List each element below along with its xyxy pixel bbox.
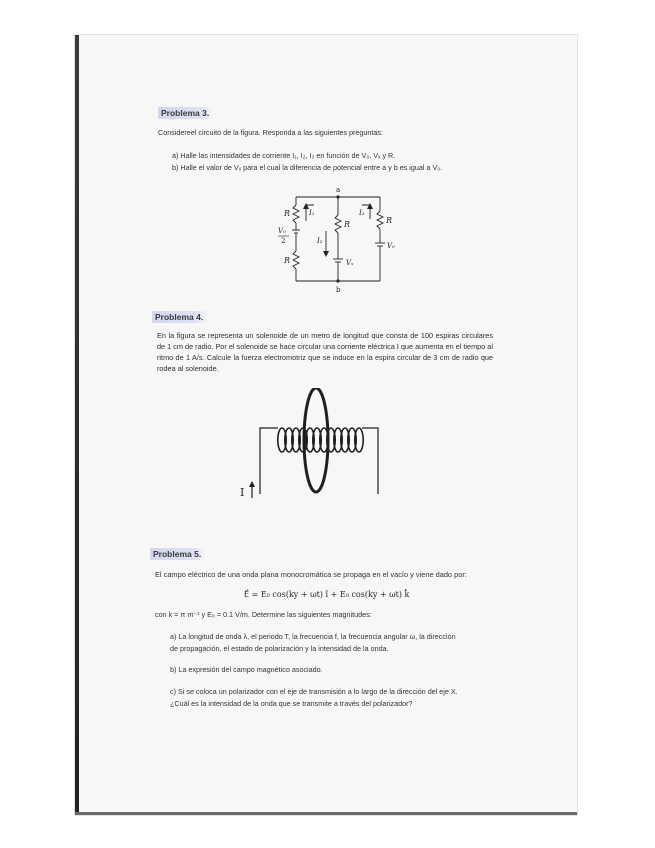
problem-5-item-a-line-1: a) La longitud de onda λ, el periodo T, la frecuencia f, la frecuencia angular ω, la dirección	[170, 632, 456, 641]
left-resistor-top-label: R	[284, 209, 291, 218]
problem-5-item-b: b) La expresión del campo magnético asociado.	[170, 665, 323, 674]
current-3-label: I₃	[359, 209, 365, 217]
problem-3-intro: Considereel circuito de la figura. Responda a las siguientes preguntas:	[158, 128, 383, 137]
problem-5-heading: Problema 5.	[150, 548, 205, 560]
left-source-numerator: V₀	[278, 227, 286, 235]
problem-5-equation: E⃗ = E₀ cos(ky + ωt) î + E₀ cos(ky + ωt) k̂	[244, 590, 410, 599]
problem-5-item-c-line-1: c) Si se coloca un polarizador con el eje de transmisión a lo largo de la dirección del eje X.	[170, 687, 458, 696]
left-source-denominator: 2	[281, 237, 286, 245]
problem-4-body: En la figura se representa un solenoide de un metro de longitud que consta de 100 espiras circulares de 1 cm de radio. Por el solenoide se hace circular una corriente eléctrica I que aumenta en el tiempo al ritmo de 1 A/s. Calcule la fuerza electromotriz que se induce en la espira circular de 3 cm de radio que rodea al solenoide.	[157, 331, 493, 373]
problem-3-item-b: b) Halle el valor de Vₓ para el cual la diferencia de potencial entre a y b es igual a V₀.	[172, 163, 443, 172]
left-resistor-bottom-label: R	[284, 256, 291, 265]
middle-source-label: Vₓ	[346, 259, 354, 267]
problem-5-item-a-line-2: de propagación, el estado de polarización y la intensidad de la onda.	[170, 644, 389, 653]
current-1-label: I₁	[309, 209, 315, 217]
problem-5-intro: El campo eléctrico de una onda plana monocromática se propaga en el vacío y viene dado por:	[155, 570, 467, 579]
middle-resistor-label: R	[344, 220, 351, 229]
circuit-diagram	[270, 185, 410, 297]
right-source-label: V₀	[387, 242, 395, 250]
solenoid-current-label: I	[240, 486, 245, 499]
problem-3-item-a: a) Halle las intensidades de corriente I₁, I₂, I₃ en función de V₀, Vₓ y R.	[172, 151, 396, 160]
node-a-label: a	[336, 186, 341, 194]
problem-5-item-c-line-2: ¿Cuál es la intensidad de la onda que se transmite a través del polarizador?	[170, 699, 413, 708]
problem-3-heading: Problema 3.	[158, 107, 213, 119]
right-resistor-label: R	[386, 216, 393, 225]
problem-4-heading: Problema 4.	[152, 311, 207, 323]
current-2-label: I₂	[317, 237, 323, 245]
problem-5-given: con k = π m⁻¹ y E₀ = 0.1 V/m. Determine las siguientes magnitudes:	[155, 610, 372, 619]
solenoid-figure	[238, 388, 388, 500]
node-b-label: b	[336, 286, 341, 294]
